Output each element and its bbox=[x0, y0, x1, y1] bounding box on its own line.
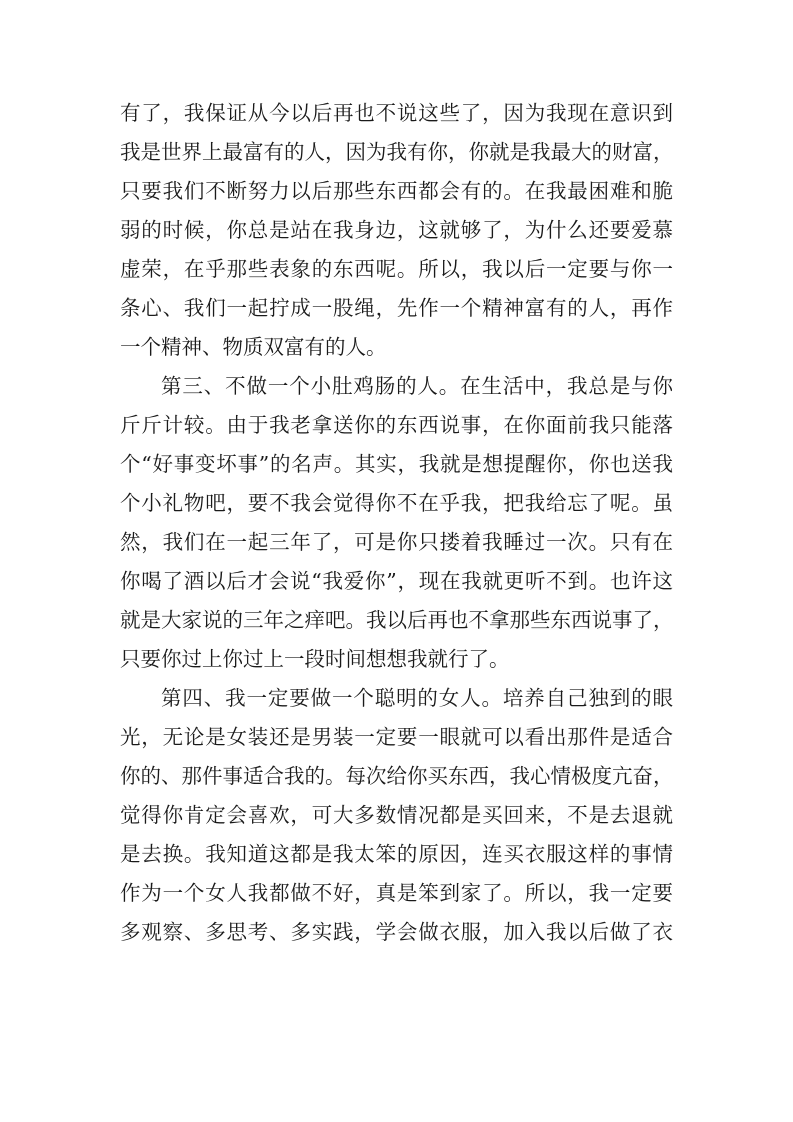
text-line: 你的、那件事适合我的。每次给你买东西，我心情极度亢奋， bbox=[120, 764, 673, 788]
text-line: 个“好事变坏事”的名声。其实，我就是想提醒你，你也送我 bbox=[120, 452, 673, 476]
text-line: 光，无论是女装还是男装一定要一眼就可以看出那件是适合 bbox=[120, 725, 673, 749]
text-line: 个小礼物吧，要不我会觉得你不在乎我，把我给忘了呢。虽 bbox=[120, 491, 673, 515]
text-line: 斤斤计较。由于我老拿送你的东西说事，在你面前我只能落 bbox=[120, 413, 673, 437]
text-line: 有了，我保证从今以后再也不说这些了，因为我现在意识到 bbox=[120, 101, 673, 125]
text-line: 是去换。我知道这都是我太笨的原因，连买衣服这样的事情 bbox=[120, 842, 673, 866]
text-line: 我是世界上最富有的人，因为我有你，你就是我最大的财富， bbox=[120, 140, 673, 164]
text-line: 只要你过上你过上一段时间想想我就行了。 bbox=[120, 647, 510, 671]
text-line: 作为一个女人我都做不好，真是笨到家了。所以，我一定要 bbox=[120, 881, 673, 905]
text-line: 你喝了酒以后才会说“我爱你”，现在我就更听不到。也许这 bbox=[120, 569, 673, 593]
text-line: 然，我们在一起三年了，可是你只搂着我睡过一次。只有在 bbox=[120, 530, 673, 554]
body-text bbox=[120, 94, 673, 952]
paragraph-first-line: 第三、不做一个小肚鸡肠的人。在生活中，我总是与你 bbox=[161, 374, 673, 398]
paragraph-first-line: 第四、我一定要做一个聪明的女人。培养自己独到的眼 bbox=[161, 686, 673, 710]
text-line: 一个精神、物质双富有的人。 bbox=[120, 335, 387, 359]
text-line: 虚荣，在乎那些表象的东西呢。所以，我以后一定要与你一 bbox=[120, 257, 673, 281]
text-line: 只要我们不断努力以后那些东西都会有的。在我最困难和脆 bbox=[120, 179, 673, 203]
text-line: 多观察、多思考、多实践，学会做衣服，加入我以后做了衣 bbox=[120, 920, 673, 944]
text-line: 弱的时候，你总是站在我身边，这就够了，为什么还要爱慕 bbox=[120, 218, 673, 242]
text-line: 觉得你肯定会喜欢，可大多数情况都是买回来，不是去退就 bbox=[120, 803, 673, 827]
text-line: 就是大家说的三年之痒吧。我以后再也不拿那些东西说事了， bbox=[120, 608, 673, 632]
text-line: 条心、我们一起拧成一股绳，先作一个精神富有的人，再作 bbox=[120, 296, 673, 320]
